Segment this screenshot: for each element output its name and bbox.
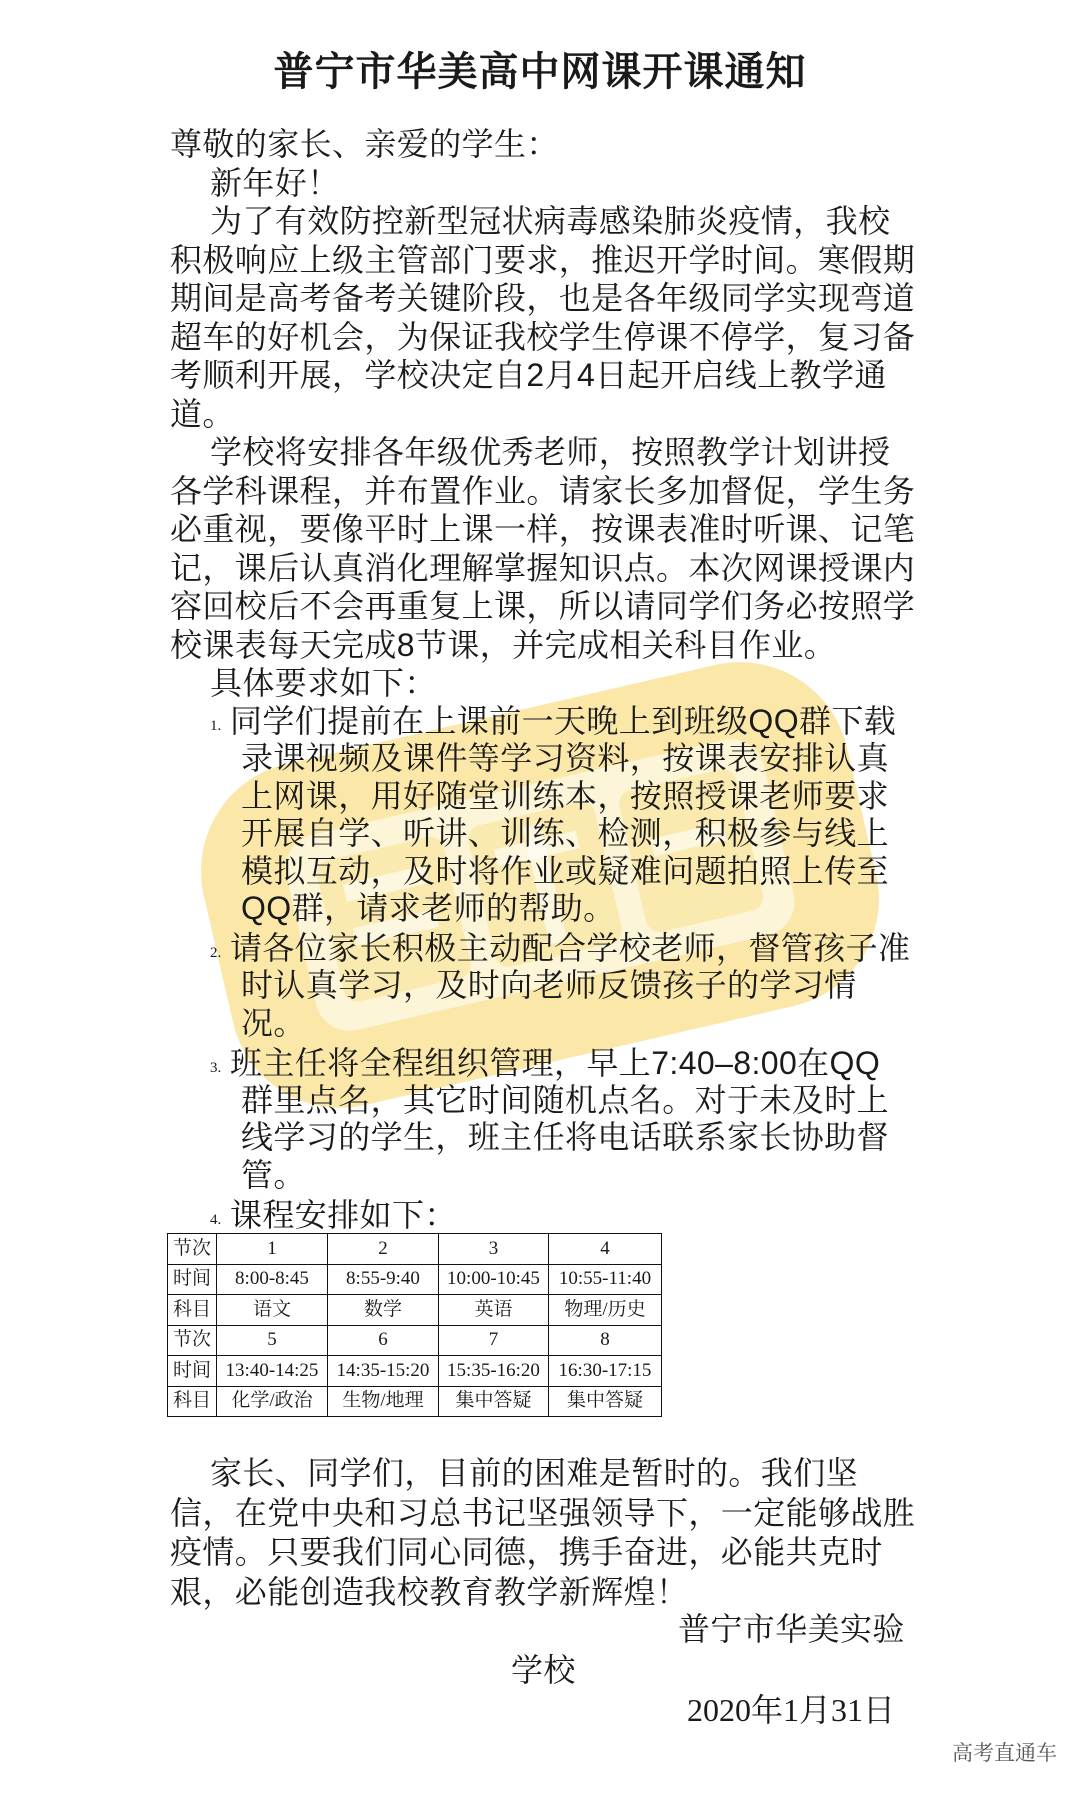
requirement-line: 班主任将全程组织管理，早上7:40–8:00在QQ [230,1044,881,1081]
table-cell: 集中答疑 [549,1386,662,1417]
table-cell: 8:00-8:45 [217,1264,328,1295]
row-header-cell: 时间 [168,1264,217,1295]
requirement-line: 请各位家长积极主动配合学校老师，督管孩子准 [230,929,911,966]
signature-organization-line2: 学校 [511,1652,576,1688]
table-row [168,1356,662,1387]
requirement-line: 录课视频及课件等学习资料，按课表安排认真 [241,740,890,777]
paragraph-line: 超车的好机会，为保证我校学生停课不停学，复习备 [170,318,916,355]
greeting: 尊敬的家长、亲爱的学生： [170,126,559,162]
list-number: 1. [210,718,222,734]
table-cell: 6 [328,1325,439,1356]
table-cell: 16:30-17:15 [549,1356,662,1387]
requirements-heading: 具体要求如下： [210,665,437,701]
closing-line: 疫情。只要我们同心同德，携手奋进，必能共克时 [170,1534,883,1570]
paragraph-line: 为了有效防控新型冠状病毒感染肺炎疫情，我校 [210,203,891,239]
table-cell: 语文 [217,1295,328,1326]
table-cell: 物理/历史 [549,1295,662,1326]
row-header-cell: 节次 [168,1325,217,1356]
requirement-line: 开展自学、听讲、训练、检测，积极参与线上 [241,815,890,852]
paragraph-line: 各学科课程，并布置作业。请家长多加督促，学生务 [170,472,916,509]
list-number: 3. [210,1059,222,1076]
table-cell: 1 [217,1234,328,1265]
table-cell: 生物/地理 [328,1386,439,1417]
paragraph-line: 记，课后认真消化理解掌握知识点。本次网课授课内 [170,549,916,586]
table-cell: 英语 [439,1295,549,1326]
table-cell: 14:35-15:20 [328,1356,439,1387]
closing-line: 艰，必能创造我校教育教学新辉煌！ [170,1573,689,1610]
paragraph-line: 考顺利开展，学校决定自2月4日起开启线上教学通 [170,357,887,393]
requirement-line: 上网课，用好随堂训练本，按照授课老师要求 [241,777,890,814]
row-header-cell: 科目 [168,1386,217,1417]
paragraph-line: 学校将安排各年级优秀老师，按照教学计划讲授 [210,434,891,470]
requirement-line: 况。 [241,1004,306,1041]
table-cell: 5 [217,1325,328,1356]
table-cell: 4 [549,1234,662,1265]
table-row [168,1234,662,1265]
requirements-list [210,703,910,1234]
requirement-item [210,1197,910,1234]
paragraph-2 [170,433,915,664]
closing-line: 家长、同学们，目前的困难是暂时的。我们坚 [210,1455,859,1491]
signature-date: 2020年1月31日 [687,1692,896,1728]
requirement-line: 线学习的学生，班主任将电话联系家长协助督 [241,1119,890,1156]
paragraph-line: 容回校后不会再重复上课，所以请同学们务必按照学 [170,588,916,624]
table-row [168,1386,662,1417]
table-row [168,1264,662,1295]
requirement-line: 模拟互动，及时将作业或疑难问题拍照上传至 [241,852,890,889]
table-cell: 7 [439,1325,549,1356]
source-watermark-text: 高考直通车 [952,1742,1057,1765]
requirement-line: 群里点名，其它时间随机点名。对于未及时上 [241,1081,890,1118]
table-cell: 3 [439,1234,549,1265]
paragraph-line: 必重视，要像平时上课一样，按课表准时听课、记笔 [170,511,916,547]
schedule-table [167,1233,662,1417]
requirement-line: 同学们提前在上课前一天晚上到班级QQ群下载 [230,703,897,739]
requirement-line: 管。 [241,1156,306,1193]
notice-title: 普宁市华美高中网课开课通知 [273,50,807,94]
row-header-cell: 节次 [168,1234,217,1265]
schedule-table-body [168,1234,662,1417]
requirement-item [210,703,910,927]
requirement-item [210,1045,910,1195]
signature-organization-line1: 普宁市华美实验 [678,1611,905,1647]
new-year-greeting: 新年好！ [210,164,340,201]
list-number: 2. [210,944,222,961]
closing-line: 信，在党中央和习总书记坚强领导下，一定能够战胜 [170,1494,916,1531]
paragraph-line: 积极响应上级主管部门要求，推迟开学时间。寒假期 [170,241,916,278]
notice-body [170,125,915,703]
table-cell: 15:35-16:20 [439,1356,549,1387]
table-cell: 10:55-11:40 [549,1264,662,1295]
table-cell: 8 [549,1325,662,1356]
table-cell: 8:55-9:40 [328,1264,439,1295]
table-cell: 数学 [328,1295,439,1326]
table-row [168,1325,662,1356]
requirement-line: 课程安排如下： [230,1196,457,1233]
paragraph-1 [170,202,915,433]
requirement-item [210,930,910,1042]
paragraph-line: 期间是高考备考关键阶段，也是各年级同学实现弯道 [170,280,916,316]
table-row [168,1295,662,1326]
table-cell: 13:40-14:25 [217,1356,328,1387]
closing-paragraph [170,1454,915,1612]
table-cell: 2 [328,1234,439,1265]
row-header-cell: 时间 [168,1356,217,1387]
requirement-line: 时认真学习，及时向老师反馈孩子的学习情 [241,967,857,1004]
list-number: 4. [210,1211,222,1228]
table-cell: 化学/政治 [217,1386,328,1417]
requirement-line: QQ群，请求老师的帮助。 [241,889,616,926]
paragraph-line: 道。 [170,395,235,432]
table-cell: 10:00-10:45 [439,1264,549,1295]
row-header-cell: 科目 [168,1295,217,1326]
paragraph-line: 校课表每天完成8节课，并完成相关科目作业。 [170,626,837,663]
table-cell: 集中答疑 [439,1386,549,1417]
